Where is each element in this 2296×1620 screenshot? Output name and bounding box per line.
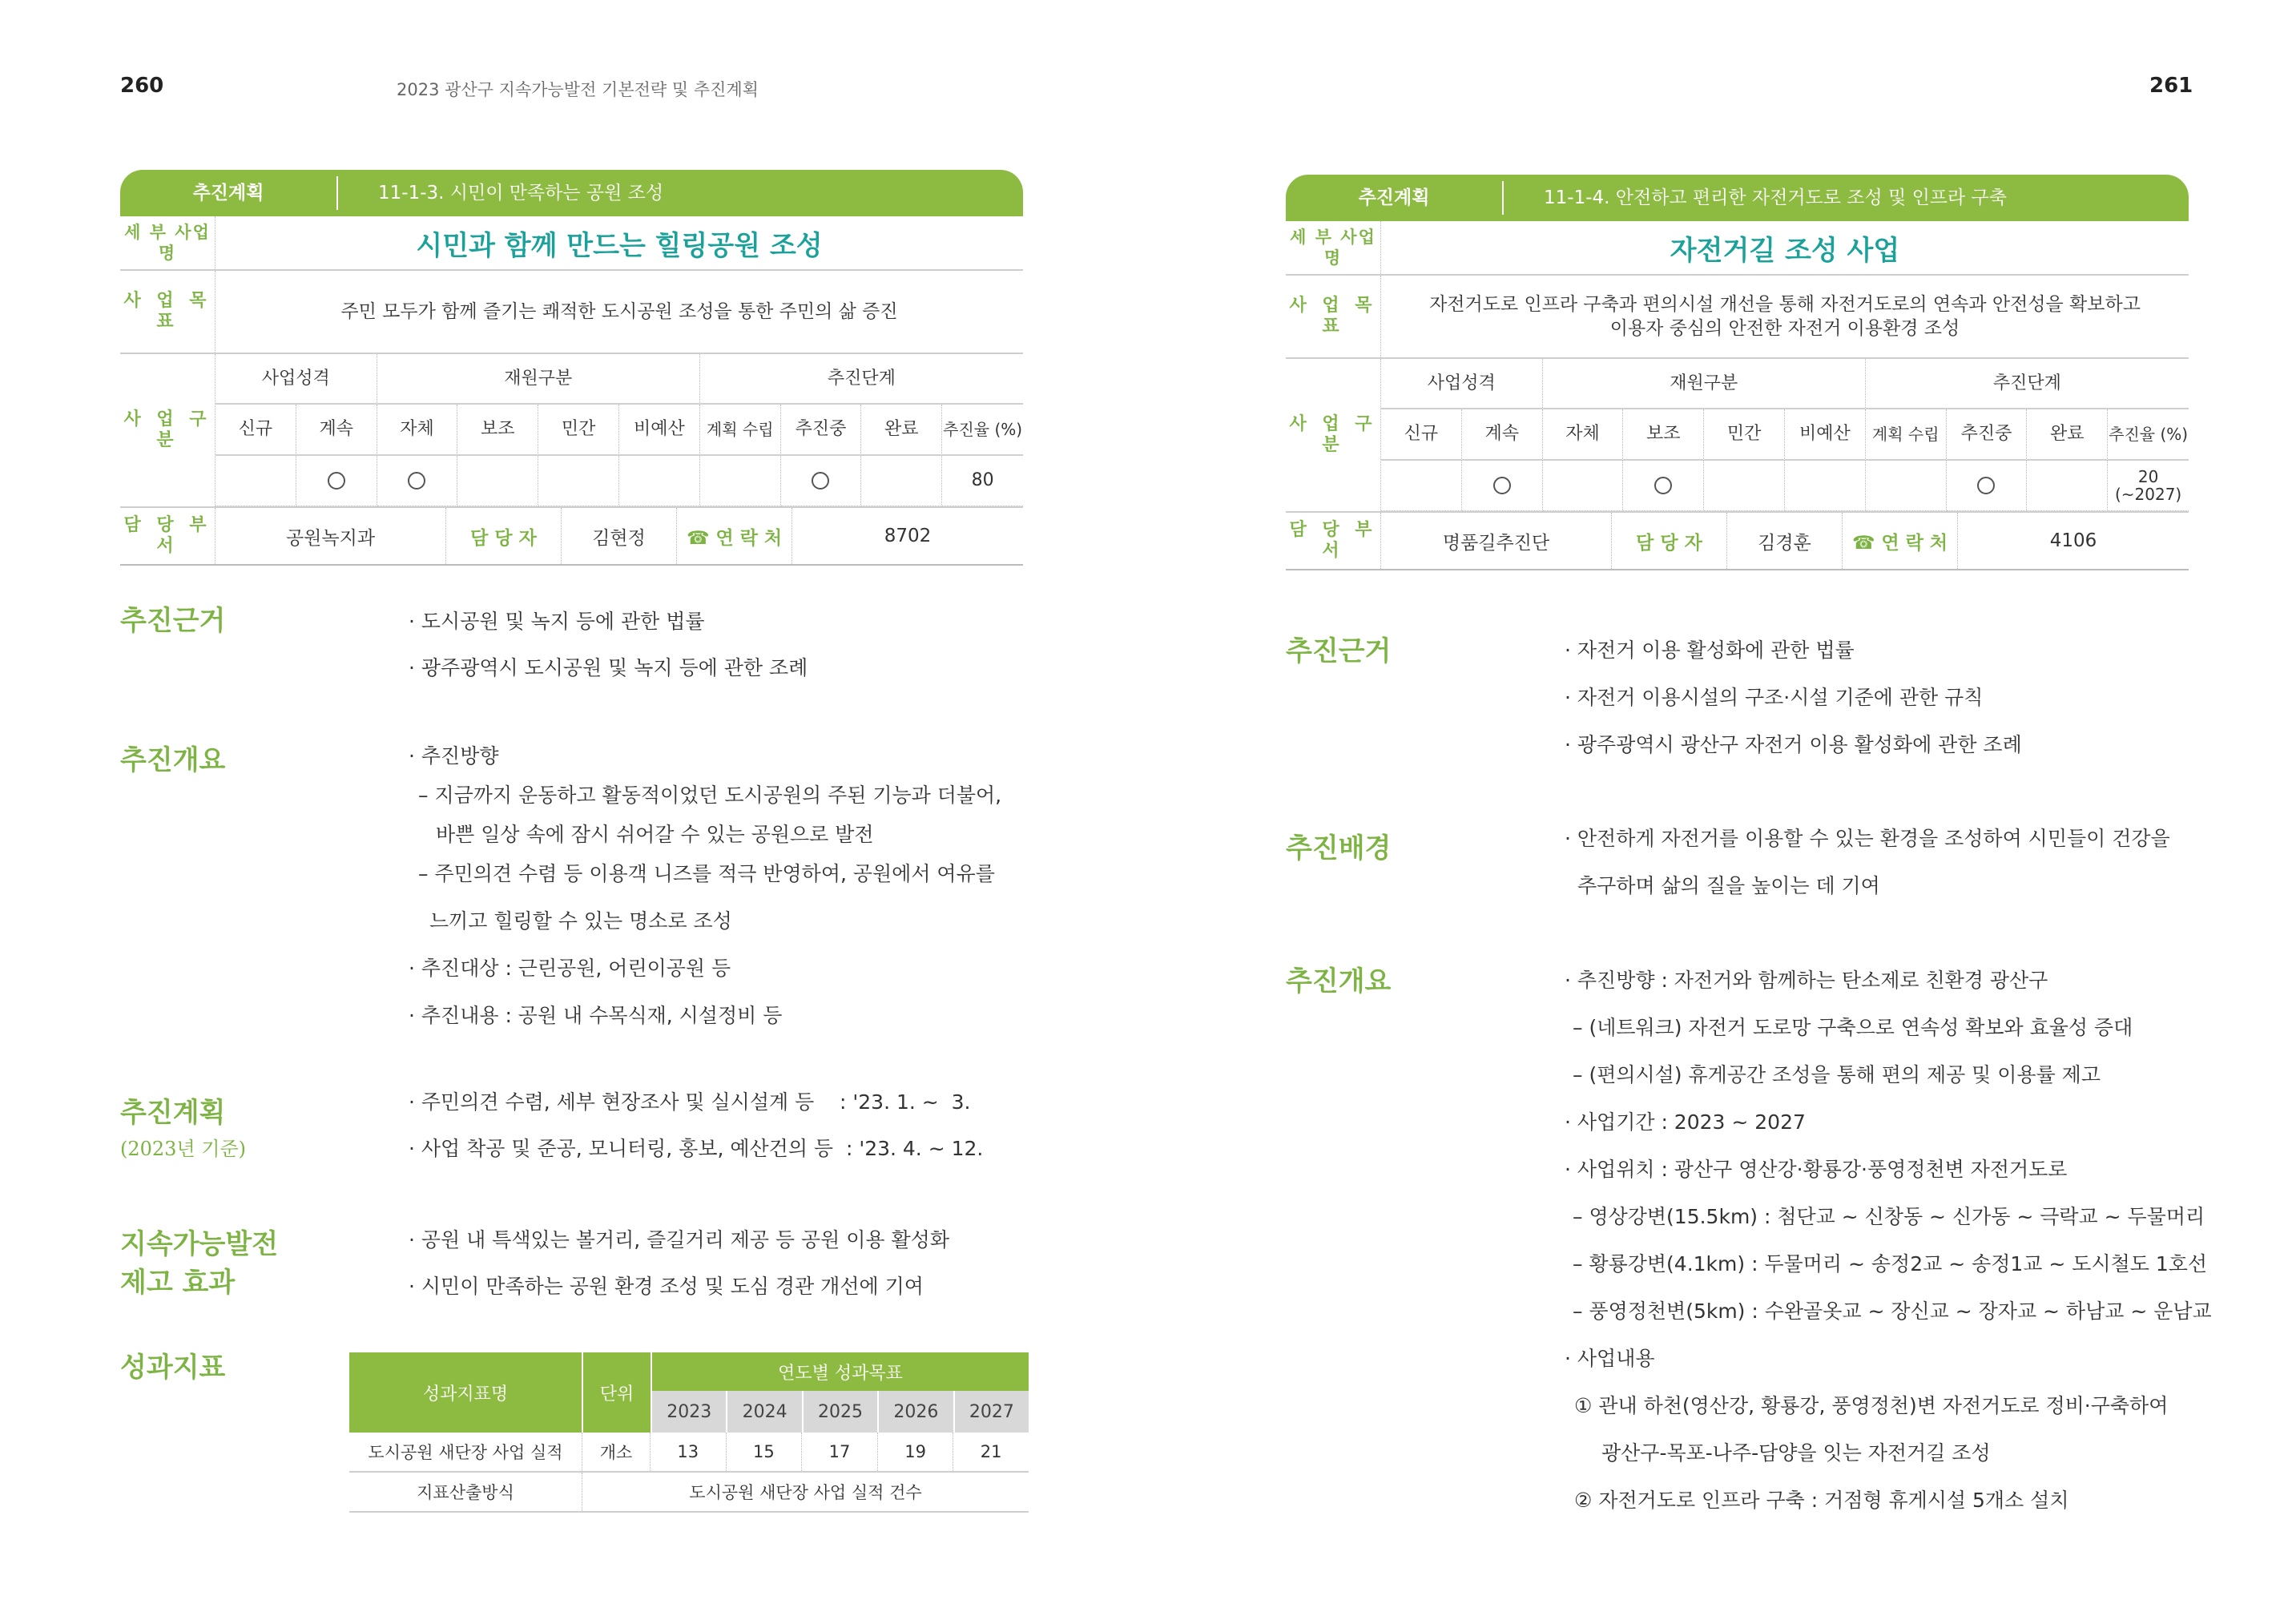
overview-item: · 사업내용 <box>1565 1347 1655 1370</box>
project-goal-line: 이용자 중심의 안전한 자전거 이용환경 조성 <box>1609 318 1960 339</box>
sdg-item: · 시민이 만족하는 공원 환경 조성 및 도심 경관 개선에 기여 <box>409 1275 924 1298</box>
section-subtitle-plan: (2023년 기준) <box>120 1138 246 1160</box>
basis-item: · 자전거 이용시설의 구조·시설 기준에 관한 규칙 <box>1565 686 1984 709</box>
kpi-header-target: 연도별 성과목표 <box>652 1352 1029 1391</box>
column-header: 계획 수립 <box>1866 409 1947 460</box>
column-header: 신규 <box>216 405 296 455</box>
department: 명품길추진단 <box>1381 513 1612 569</box>
overview-item: – 영상강변(15.5km) : 첨단교 ~ 신창동 ~ 신가동 ~ 극락교 ~ 두물머리 <box>1573 1205 2205 1228</box>
contact: 8702 <box>884 526 932 546</box>
kpi-table <box>349 1352 1029 1513</box>
group-header: 추진단계 <box>1866 359 2189 409</box>
summary-header-label: 추진계획 <box>1358 187 1430 208</box>
overview-item: – 주민의견 수렴 등 이용객 니즈를 적극 반영하여, 공원에서 여유를 <box>418 862 995 885</box>
mark-cell <box>1381 461 1462 511</box>
kpi-header-name: 성과지표명 <box>349 1352 583 1433</box>
column-header: 보조 <box>457 405 538 455</box>
row-label: 사 업 구 분 <box>120 354 216 506</box>
mark-cell <box>1785 461 1866 511</box>
check-circle-icon <box>328 472 345 490</box>
section-title-background: 추진배경 <box>1286 832 1392 864</box>
overview-item: – (네트워크) 자전거 도로망 구축으로 연속성 확보와 효율성 증대 <box>1573 1016 2133 1039</box>
basis-item: · 자전거 이용 활성화에 관한 법률 <box>1565 639 1855 662</box>
group-header: 재원구분 <box>377 354 700 405</box>
project-name-row <box>1286 221 2189 276</box>
project-goal: 주민 모두가 함께 즐기는 쾌적한 도시공원 조성을 통한 주민의 삶 증진 <box>340 301 898 322</box>
overview-item: – 지금까지 운동하고 활동적이었던 도시공원의 주된 기능과 더불어, <box>418 784 1002 807</box>
section-title-overview: 추진개요 <box>120 744 226 776</box>
column-header: 보조 <box>1623 409 1704 460</box>
section-title-basis: 추진근거 <box>120 605 226 637</box>
group-header: 사업성격 <box>216 354 377 405</box>
column-header: 민간 <box>538 405 619 455</box>
check-circle-icon <box>1977 477 1995 494</box>
project-name: 자전거길 조성 사업 <box>1670 234 1900 267</box>
department-grid <box>1381 513 2189 569</box>
kpi-value: 15 <box>727 1433 803 1471</box>
project-division-row <box>1286 359 2189 513</box>
summary-header-label: 추진계획 <box>192 183 264 204</box>
plan-item: · 주민의견 수렴, 세부 현장조사 및 실시설계 등 : '23. 1. ~ 3. <box>409 1090 971 1114</box>
mark-cell <box>1462 461 1543 511</box>
column-header: 비예산 <box>619 405 700 455</box>
check-circle-icon <box>1654 477 1672 494</box>
check-circle-icon <box>812 472 829 490</box>
mark-cell <box>538 456 619 506</box>
column-header: 자체 <box>377 405 458 455</box>
overview-item: ② 자전거도로 인프라 구축 : 거점형 휴게시설 5개소 설치 <box>1574 1489 2069 1512</box>
project-name: 시민과 함께 만드는 힐링공원 조성 <box>416 229 823 262</box>
overview-item: – (편의시설) 휴게공간 조성을 통해 편의 제공 및 이용률 제고 <box>1573 1063 2101 1086</box>
project-goal-row <box>1286 276 2189 359</box>
kpi-value: 17 <box>802 1433 878 1471</box>
mark-cell <box>1704 461 1785 511</box>
column-header: 추진중 <box>1947 409 2028 460</box>
kpi-value: 21 <box>980 1442 1002 1461</box>
basis-item: · 광주광역시 도시공원 및 녹지 등에 관한 조례 <box>409 656 808 679</box>
section-title-kpi: 성과지표 <box>120 1352 226 1384</box>
kpi-value: 13 <box>651 1433 727 1471</box>
mark-cell <box>700 456 781 506</box>
section-title-basis: 추진근거 <box>1286 635 1392 667</box>
page-number: 261 <box>2149 74 2193 98</box>
department: 공원녹지과 <box>216 508 446 564</box>
mark-cell <box>1947 461 2028 511</box>
check-circle-icon <box>1493 477 1511 494</box>
column-header: 자체 <box>1543 409 1624 460</box>
mark-cell <box>2027 461 2108 511</box>
project-goal-row <box>120 271 1023 354</box>
overview-item: · 추진내용 : 공원 내 수목식재, 시설정비 등 <box>409 1004 783 1027</box>
project-division-row <box>120 354 1023 508</box>
column-header: 계속 <box>1462 409 1543 460</box>
mark-cell <box>296 456 377 506</box>
column-header: 추진중 <box>781 405 862 455</box>
section-title-sdg: 지속가능발전 <box>120 1228 279 1260</box>
right-page <box>1148 0 2296 1620</box>
summary-header <box>120 170 1023 216</box>
mark-cell <box>457 456 538 506</box>
project-code: 11-1-4. 안전하고 편리한 자전거도로 조성 및 인프라 구축 <box>1544 187 2007 208</box>
kpi-year: 2025 <box>804 1391 879 1433</box>
overview-item: · 추진방향 <box>409 744 499 768</box>
overview-item: · 사업위치 : 광산구 영산강·황룡강·풍영정천변 자전거도로 <box>1565 1158 2068 1181</box>
contact-label: ☎ 연 락 처 <box>1843 513 1958 569</box>
project-code: 11-1-3. 시민이 만족하는 공원 조성 <box>378 183 664 204</box>
kpi-year: 2027 <box>955 1391 1029 1433</box>
column-header: 추진율 (%) <box>2108 409 2189 460</box>
column-header: 민간 <box>1704 409 1785 460</box>
person: 김현정 <box>562 508 677 564</box>
group-header: 사업성격 <box>1381 359 1543 409</box>
overview-item: 광산구-목포-나주-담양을 잇는 자전거길 조성 <box>1601 1441 1991 1465</box>
sdg-item: · 공원 내 특색있는 볼거리, 즐길거리 제공 등 공원 이용 활성화 <box>409 1228 949 1251</box>
department-row <box>120 508 1023 566</box>
mark-cell <box>781 456 862 506</box>
row-label: 담 당 부 서 <box>1286 513 1381 569</box>
background-item: · 안전하게 자전거를 이용할 수 있는 환경을 조성하여 시민들이 건강을 <box>1565 827 2170 850</box>
kpi-method: 도시공원 새단장 사업 실적 건수 <box>689 1483 922 1502</box>
progress-rate: 80 <box>942 456 1023 506</box>
column-header: 완료 <box>861 405 942 455</box>
kpi-unit: 개소 <box>582 1433 651 1471</box>
plan-item: · 사업 착공 및 준공, 모니터링, 홍보, 예산건의 등 : '23. 4. ~ 12. <box>409 1137 984 1160</box>
division-grid <box>1381 359 2189 511</box>
overview-item: · 추진대상 : 근린공원, 어린이공원 등 <box>409 957 731 980</box>
project-summary-table <box>120 170 1023 566</box>
kpi-header <box>349 1352 1029 1433</box>
section-title-sdg-2: 제고 효과 <box>120 1267 236 1299</box>
basis-item: · 광주광역시 광산구 자전거 이용 활성화에 관한 조례 <box>1565 733 2022 756</box>
basis-item: · 도시공원 및 녹지 등에 관한 법률 <box>409 610 705 633</box>
mark-cell <box>1543 461 1624 511</box>
contact-label: ☎ 연 락 처 <box>677 508 792 564</box>
mark-cell <box>1623 461 1704 511</box>
row-label: 사 업 목 표 <box>1286 276 1381 357</box>
division-grid <box>216 354 1023 506</box>
column-header: 비예산 <box>1785 409 1866 460</box>
summary-header <box>1286 175 2189 221</box>
kpi-name: 도시공원 새단장 사업 실적 <box>349 1433 582 1471</box>
overview-item: – 풍영정천변(5km) : 수완골옷교 ~ 장신교 ~ 장자교 ~ 하남교 ~ 운남교 <box>1573 1300 2212 1323</box>
overview-item: – 황룡강변(4.1km) : 두물머리 ~ 송정2교 ~ 송정1교 ~ 도시철도 1호선 <box>1573 1252 2208 1275</box>
kpi-year: 2026 <box>879 1391 954 1433</box>
column-header: 완료 <box>2027 409 2108 460</box>
row-label: 담 당 부 서 <box>120 508 216 564</box>
overview-item: · 추진방향 : 자전거와 함께하는 탄소제로 친환경 광산구 <box>1565 969 2048 992</box>
overview-item: · 사업기간 : 2023 ~ 2027 <box>1565 1110 1806 1134</box>
background-item: 추구하며 삶의 질을 높이는 데 기여 <box>1577 874 1880 897</box>
column-header: 추진율 (%) <box>942 405 1023 455</box>
progress-rate: 20 (~2027) <box>2108 461 2189 511</box>
row-label: 세 부 사업명 <box>120 216 216 269</box>
column-header: 계획 수립 <box>700 405 781 455</box>
kpi-year: 2024 <box>727 1391 803 1433</box>
project-summary-table <box>1286 175 2189 570</box>
kpi-year: 2023 <box>652 1391 727 1433</box>
kpi-method-label: 지표산출방식 <box>349 1473 582 1511</box>
person: 김경훈 <box>1727 513 1843 569</box>
section-title-plan: 추진계획 <box>120 1097 226 1129</box>
row-label: 사 업 구 분 <box>1286 359 1381 511</box>
mark-cell <box>1866 461 1947 511</box>
mark-cell <box>619 456 700 506</box>
kpi-method-row <box>349 1473 1029 1513</box>
column-header: 계속 <box>296 405 377 455</box>
mark-cell <box>861 456 942 506</box>
kpi-value: 19 <box>878 1433 954 1471</box>
row-label: 세 부 사업명 <box>1286 221 1381 274</box>
person-label: 담 당 자 <box>446 508 562 564</box>
project-goal <box>1381 276 2189 357</box>
kpi-header-unit: 단위 <box>583 1352 652 1433</box>
department-grid <box>216 508 1023 564</box>
person-label: 담 당 자 <box>1612 513 1727 569</box>
page-number: 260 <box>120 74 164 98</box>
overview-item: 바쁜 일상 속에 잠시 쉬어갈 수 있는 공원으로 발전 <box>436 823 874 846</box>
mark-cell <box>377 456 458 506</box>
running-title: 2023 광산구 지속가능발전 기본전략 및 추진계획 <box>397 80 759 99</box>
mark-cell <box>216 456 296 506</box>
project-goal-line: 자전거도로 인프라 구축과 편의시설 개선을 통해 자전거도로의 연속과 안전성을 확보하고 <box>1429 294 2141 315</box>
section-title-overview: 추진개요 <box>1286 965 1392 997</box>
overview-item: ① 관내 하천(영산강, 황룡강, 풍영정천)변 자전거도로 정비·구축하여 <box>1574 1394 2169 1417</box>
group-header: 재원구분 <box>1543 359 1866 409</box>
department-row <box>1286 513 2189 570</box>
column-header: 신규 <box>1381 409 1462 460</box>
group-header: 추진단계 <box>700 354 1023 405</box>
project-name-row <box>120 216 1023 271</box>
check-circle-icon <box>408 472 425 490</box>
contact: 4106 <box>2049 530 2097 551</box>
kpi-data-row <box>349 1433 1029 1473</box>
row-label: 사 업 목 표 <box>120 271 216 353</box>
overview-item: 느끼고 힐링할 수 있는 명소로 조성 <box>429 909 732 933</box>
